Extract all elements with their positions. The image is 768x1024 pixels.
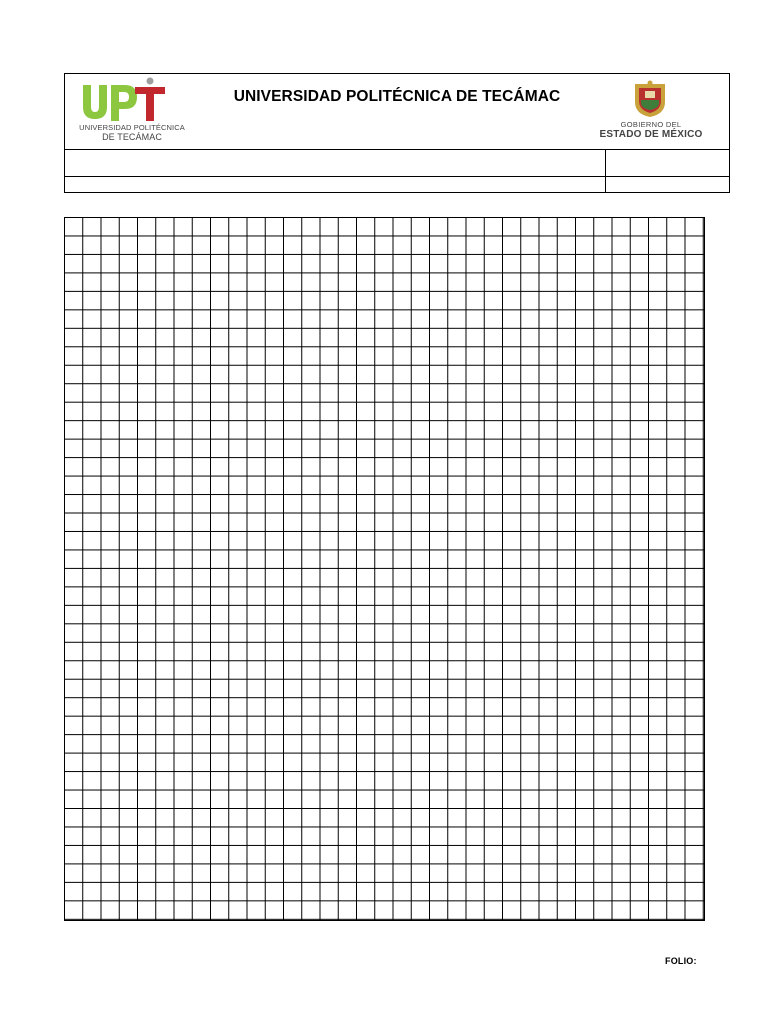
gobierno-name-line2: ESTADO DE MÉXICO (599, 129, 703, 140)
header-row-3-right-cell[interactable] (606, 177, 729, 192)
page-title: UNIVERSIDAD POLITÉCNICA DE TECÁMAC (233, 88, 561, 105)
upt-name-line1: UNIVERSIDAD POLITÉCNICA (79, 123, 185, 132)
header-table (64, 73, 730, 193)
folio-label: FOLIO: (665, 956, 697, 966)
header-row-2 (65, 149, 729, 177)
gobierno-name-line1: GOBIERNO DEL (620, 120, 682, 129)
header-row-2-left-cell[interactable] (65, 149, 606, 176)
header-row-2-right-cell[interactable] (606, 149, 729, 176)
header-row-3-left-cell[interactable] (65, 177, 606, 192)
upt-name-line2: DE TECÁMAC (102, 131, 162, 142)
estado-de-mexico-seal-icon (629, 80, 671, 118)
gobierno-name (591, 120, 711, 140)
upt-name (73, 123, 191, 142)
gobierno-logo (591, 78, 711, 146)
header-top-row (65, 74, 729, 150)
header-row-3 (65, 177, 729, 192)
graph-paper-grid (64, 217, 705, 921)
